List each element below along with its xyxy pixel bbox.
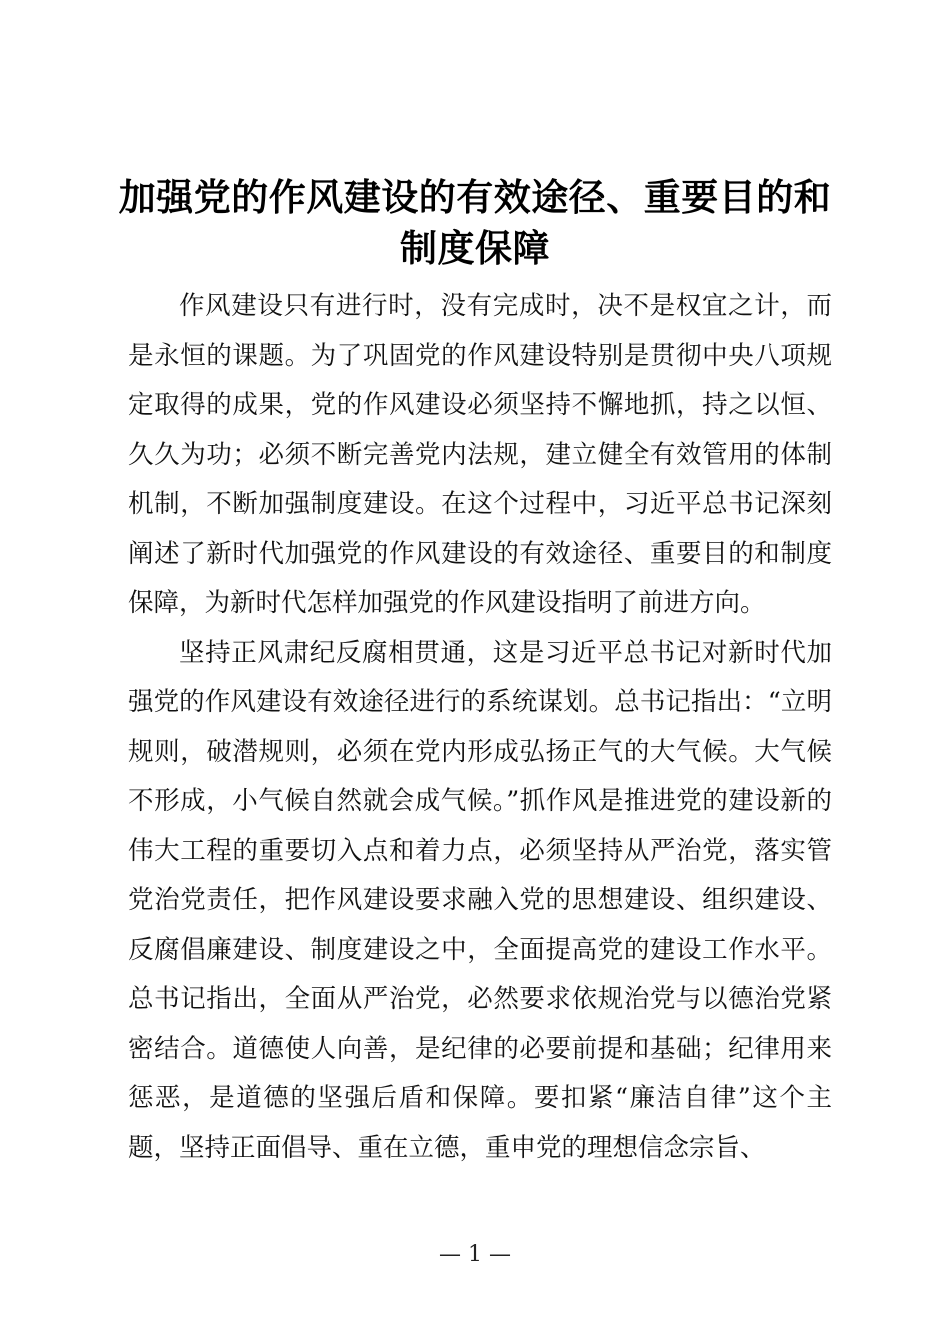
- paragraph: 坚持正风肃纪反腐相贯通，这是习近平总书记对新时代加强党的作风建设有效途径进行的系统谋划。总书记指出：“立明规则，破潜规则，必须在党内形成弘扬正气的大气候。大气候不形成，小气候自然就会成气候。”抓作风是推进党的建设新的伟大工程的重要切入点和着力点，必须坚持从严治党，落实管党治党责任，把作风建设要求融入党的思想建设、组织建设、反腐倡廉建设、制度建设之中，全面提高党的建设工作水平。总书记指出，全面从严治党，必然要求依规治党与以德治党紧密结合。道德使人向善，是纪律的必要前提和基础；纪律用来惩恶，是道德的坚强后盾和保障。要扣紧“廉洁自律”这个主题，坚持正面倡导、重在立德，重申党的理想信念宗旨、: [128, 637, 832, 1163]
- paragraph: 作风建设只有进行时，没有完成时，决不是权宜之计，而是永恒的课题。为了巩固党的作风建设特别是贯彻中央八项规定取得的成果，党的作风建设必须坚持不懈地抓，持之以恒、久久为功；必须不断完善党内法规，建立健全有效管用的体制机制，不断加强制度建设。在这个过程中，习近平总书记深刻阐述了新时代加强党的作风建设的有效途径、重要目的和制度保障，为新时代怎样加强党的作风建设指明了前进方向。: [128, 291, 832, 618]
- document-body: [128, 282, 832, 1173]
- document-title: 加强党的作风建设的有效途径、重要目的和制度保障: [118, 175, 832, 270]
- page-number: — 1 —: [439, 1242, 511, 1267]
